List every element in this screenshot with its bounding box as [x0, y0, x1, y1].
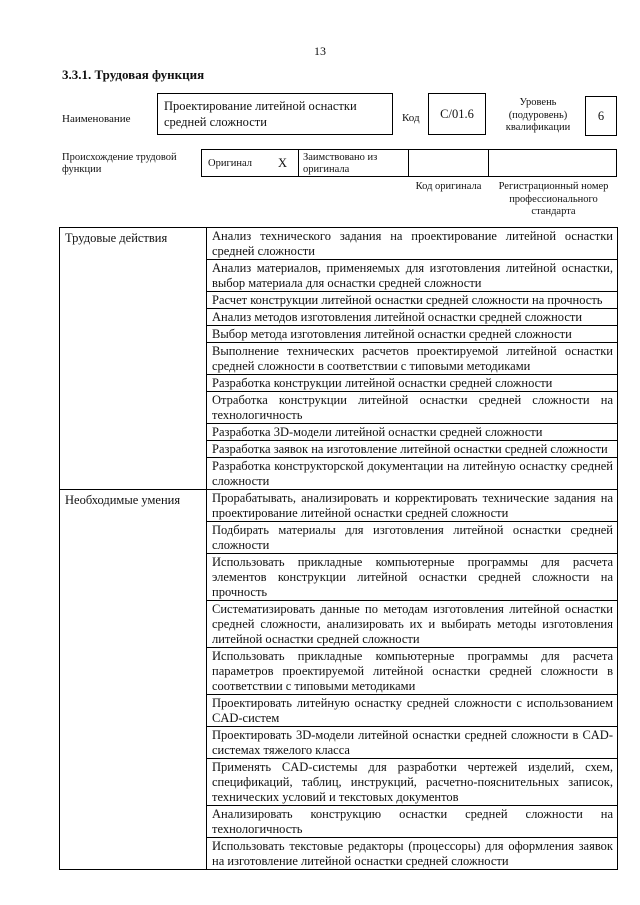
list-item: Подбирать материалы для изготовления литейной оснастки средней сложности — [207, 522, 618, 554]
original-code-caption: Код оригинала — [415, 181, 482, 192]
list-item: Применять CAD-системы для разработки чертежей изделий, схем, спецификаций, таблиц, инструкций, расчетно-пояснительных записок, технических условий и текстовых документов — [207, 759, 618, 806]
function-name-field: Проектирование литейной оснастки средней сложности — [157, 93, 393, 135]
section-title: Трудовые действия — [60, 228, 207, 490]
original-mark: X — [278, 156, 288, 170]
list-item: Расчет конструкции литейной оснастки средней сложности на прочность — [207, 292, 618, 309]
registration-number-caption: Регистрационный номер профессионального стандарта — [498, 181, 609, 217]
page-number: 13 — [314, 44, 326, 58]
original-code-cell — [408, 149, 489, 177]
list-item: Выполнение технических расчетов проектируемой литейной оснастки средней сложности в соответствии с типовыми методиками — [207, 343, 618, 375]
list-item: Отработка конструкции литейной оснастки средней сложности на технологичность — [207, 392, 618, 424]
original-label: Оригинал — [208, 158, 252, 169]
qualification-level-label: Уровень (подуровень) квалификации — [505, 97, 571, 133]
list-item: Проектировать 3D-модели литейной оснастки средней сложности в CAD-системах тяжелого класса — [207, 727, 618, 759]
qualification-level-field: 6 — [585, 96, 617, 136]
list-item: Разработка конструкторской документации на литейную оснастку средней сложности — [207, 458, 618, 490]
list-item: Выбор метода изготовления литейной оснастки средней сложности — [207, 326, 618, 343]
list-item: Разработка конструкции литейной оснастки средней сложности — [207, 375, 618, 392]
list-item: Проектировать литейную оснастку средней сложности с использованием CAD-систем — [207, 695, 618, 727]
list-item: Анализ технического задания на проектирование литейной оснастки средней сложности — [207, 228, 618, 260]
code-label: Код — [402, 112, 420, 124]
section-title: Необходимые умения — [60, 490, 207, 870]
name-label: Наименование — [62, 113, 131, 125]
list-item: Использовать текстовые редакторы (процессоры) для оформления заявок на изготовление литейной оснастки средней сложности — [207, 838, 618, 870]
function-details-table — [59, 227, 618, 870]
table-row — [60, 490, 618, 522]
section-heading: 3.3.1. Трудовая функция — [62, 67, 205, 82]
registration-number-cell — [488, 149, 617, 177]
list-item: Разработка заявок на изготовление литейной оснастки средней сложности — [207, 441, 618, 458]
list-item: Прорабатывать, анализировать и корректировать технические задания на проектирование литейной оснастки средней сложности — [207, 490, 618, 522]
list-item: Систематизировать данные по методам изготовления литейной оснастки средней сложности, анализировать их и выбирать методы изготовления литейной оснастки средней сложности — [207, 601, 618, 648]
list-item: Разработка 3D-модели литейной оснастки средней сложности — [207, 424, 618, 441]
list-item: Использовать прикладные компьютерные программы для расчета элементов конструкции литейной оснастки средней сложности на прочность — [207, 554, 618, 601]
original-cell — [201, 149, 299, 177]
table-row — [60, 228, 618, 260]
list-item: Анализировать конструкцию оснастки средней сложности на технологичность — [207, 806, 618, 838]
list-item: Анализ материалов, применяемых для изготовления литейной оснастки, выбор материала для оснастки средней сложности — [207, 260, 618, 292]
origin-label: Происхождение трудовой функции — [62, 152, 177, 175]
list-item: Анализ методов изготовления литейной оснастки средней сложности — [207, 309, 618, 326]
function-code-field: C/01.6 — [428, 93, 486, 135]
borrowed-cell: Заимствовано из оригинала — [298, 149, 409, 177]
list-item: Использовать прикладные компьютерные программы для расчета параметров проектируемой литейной оснастки средней сложности в соответствии с типовыми методиками — [207, 648, 618, 695]
